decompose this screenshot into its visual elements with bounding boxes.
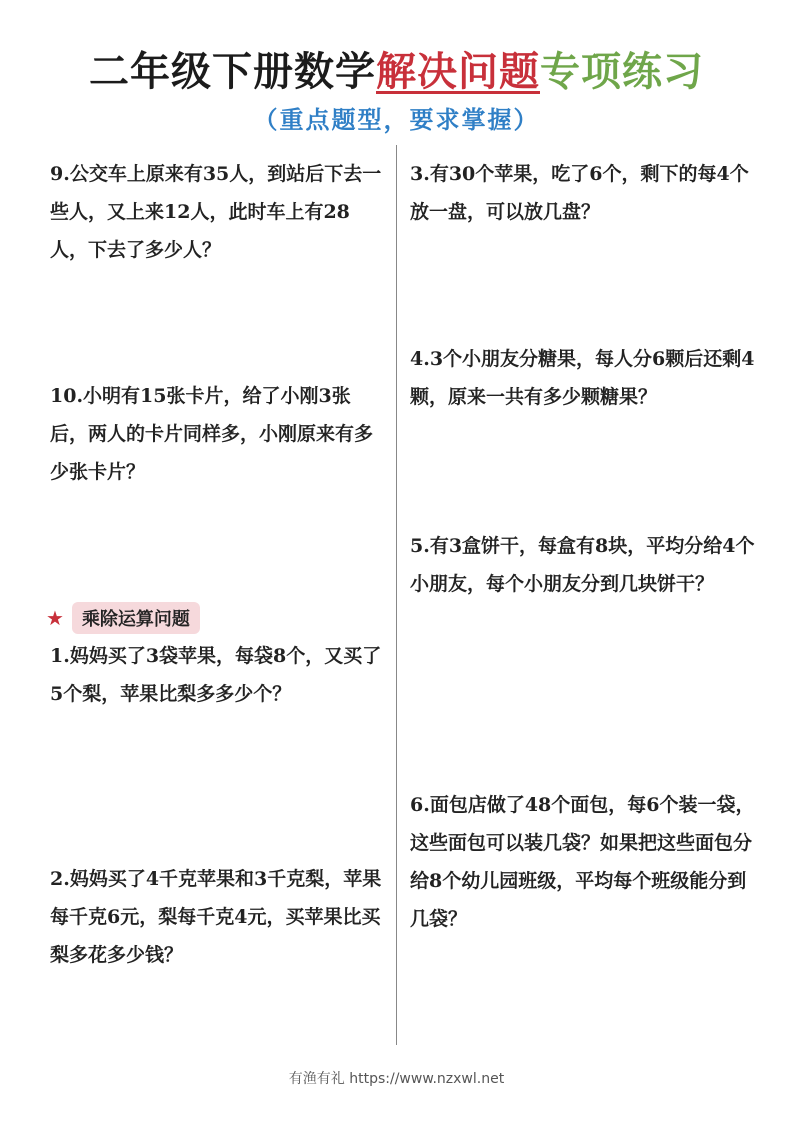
page-subtitle: （重点题型，要求掌握）: [253, 106, 540, 134]
star-icon: ★: [46, 606, 64, 630]
section-label: 乘除运算问题: [72, 602, 200, 634]
footer-watermark: 有渔有礼 https://www.nzxwl.net: [288, 1071, 505, 1087]
question-5: 5.有3盒饼干，每盒有8块，平均分给4个小朋友，每个小朋友分到几块饼干？: [410, 535, 755, 595]
title-main: 二年级下册数学: [89, 49, 376, 95]
question-2: 2.妈妈买了4千克苹果和3千克梨，苹果每千克6元，梨每千克4元，买苹果比买梨多花多少钱？: [50, 868, 382, 966]
column-divider: [396, 145, 397, 1045]
section-header: [46, 602, 200, 634]
title-suffix: 专项练习: [540, 49, 704, 95]
question-1: 1.妈妈买了3袋苹果，每袋8个，又买了5个梨，苹果比梨多多少个？: [50, 645, 382, 705]
title-highlight: 解决问题: [376, 49, 540, 95]
question-9: 9.公交车上原来有35人，到站后下去一些人，又上来12人，此时车上有28人，下去了多少人？: [50, 163, 382, 261]
page-title: [0, 40, 793, 97]
question-3: 3.有30个苹果，吃了6个，剩下的每4个放一盘，可以放几盘？: [410, 163, 749, 223]
question-6: 6.面包店做了48个面包，每6个装一袋，这些面包可以装几袋？如果把这些面包分给8个幼儿园班级，平均每个班级能分到几袋？: [410, 794, 755, 930]
question-10: 10.小明有15张卡片，给了小刚3张后，两人的卡片同样多，小刚原来有多少张卡片？: [50, 385, 374, 483]
question-4: 4.3个小朋友分糖果，每人分6颗后还剩4颗，原来一共有多少颗糖果？: [410, 348, 755, 408]
